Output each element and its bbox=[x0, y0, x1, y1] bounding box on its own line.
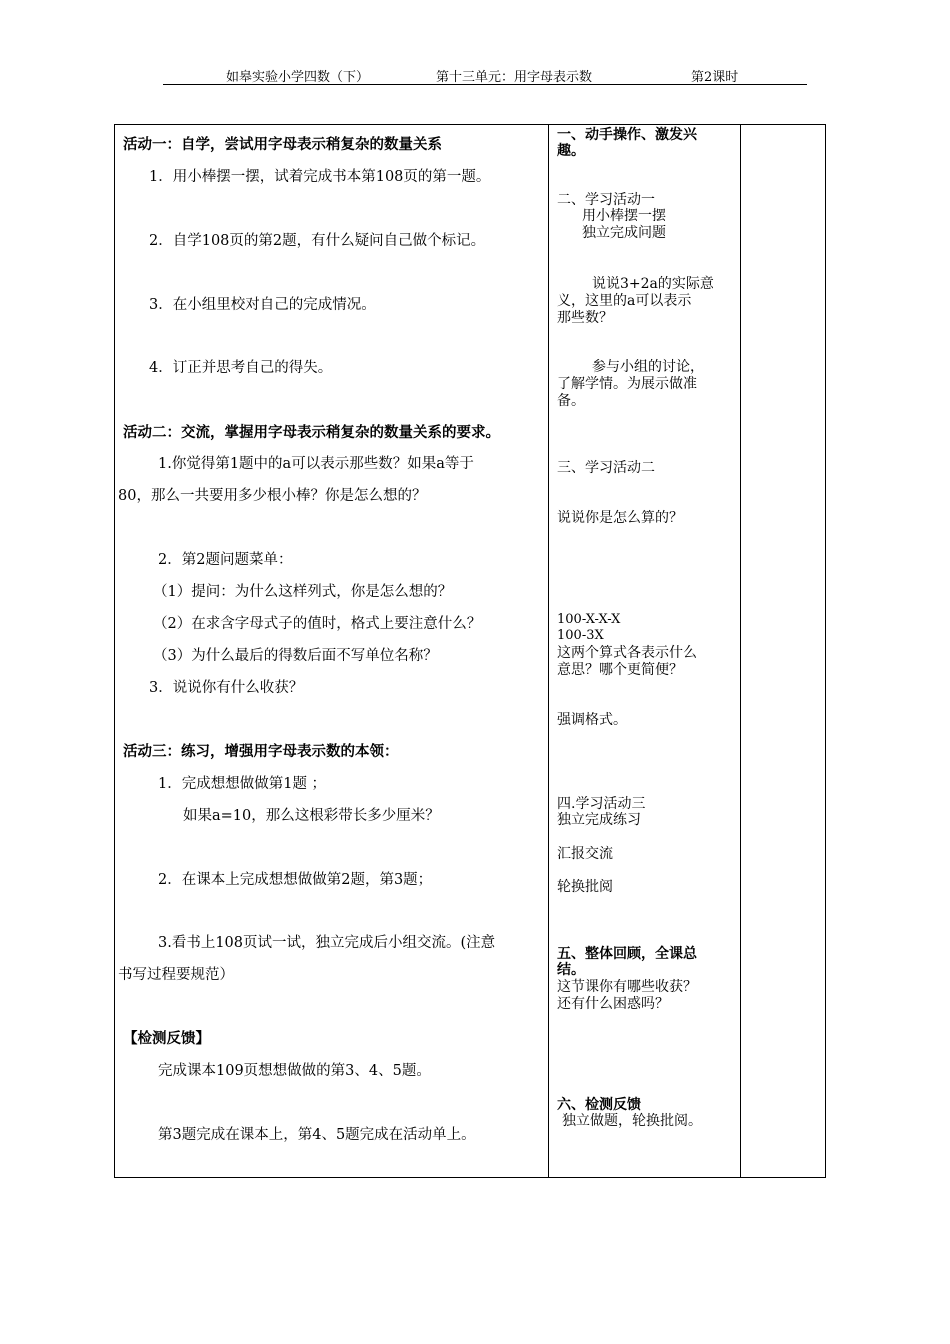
step-2-participation-cont: 备。 bbox=[557, 393, 585, 409]
check-feedback-line: 完成课本109页想想做做的第3、4、5题。 bbox=[158, 1063, 431, 1079]
step-2-question-cont: 义，这里的a可以表示 bbox=[557, 293, 692, 309]
activity-1-item: 1．用小棒摆一摆，试着完成书本第108页的第一题。 bbox=[149, 169, 491, 185]
step-2-item: 用小棒摆一摆 bbox=[582, 208, 666, 224]
step-3-meaning: 这两个算式各表示什么 bbox=[557, 645, 697, 661]
step-2-question-cont: 那些数？ bbox=[557, 310, 613, 326]
step-2-title: 二、学习活动一 bbox=[557, 192, 655, 208]
activity-3-question-1: 1．完成想想做做第1题 ； bbox=[158, 776, 327, 792]
step-1-title-cont: 趣。 bbox=[557, 143, 585, 159]
page-header bbox=[163, 64, 807, 85]
step-5-title-cont: 结。 bbox=[557, 962, 585, 978]
header-unit: 第十三单元：用字母表示数 bbox=[436, 70, 593, 85]
column-divider-1 bbox=[548, 125, 549, 1177]
step-4-item: 独立完成练习 bbox=[557, 812, 641, 828]
activity-2-question-3: 3．说说你有什么收获？ bbox=[149, 680, 304, 696]
activity-2-question-2: 2．第2题问题菜单： bbox=[158, 552, 293, 568]
step-2-participation-cont: 了解学情。为展示做准 bbox=[557, 376, 697, 392]
activity-3-question-2: 2．在课本上完成想想做做第2题，第3题； bbox=[158, 872, 433, 888]
activity-2-sub-question: （3）为什么最后的得数后面不写单位名称？ bbox=[153, 648, 438, 664]
activity-2-question-1: 1.你觉得第1题中的a可以表示那些数？如果a等于 bbox=[158, 456, 474, 472]
check-feedback-line: 第3题完成在课本上，第4、5题完成在活动单上。 bbox=[158, 1127, 476, 1143]
step-3-format: 强调格式。 bbox=[557, 712, 627, 728]
step-3-meaning-cont: 意思？哪个更简便？ bbox=[557, 662, 683, 678]
expression-2: 100-3X bbox=[557, 628, 604, 643]
step-5-title: 五、整体回顾，全课总 bbox=[557, 946, 697, 962]
column-divider-2 bbox=[740, 125, 741, 1177]
step-5-question: 这节课你有哪些收获？ bbox=[557, 979, 697, 995]
expression-1: 100-X-X-X bbox=[557, 612, 621, 627]
activity-1-item: 3．在小组里校对自己的完成情况。 bbox=[149, 297, 376, 313]
check-feedback-title: 【检测反馈】 bbox=[123, 1030, 210, 1047]
step-3-title: 三、学习活动二 bbox=[557, 460, 655, 476]
activity-2-sub-question: （2）在求含字母式子的值时，格式上要注意什么？ bbox=[153, 616, 482, 632]
activity-3-question-3: 3.看书上108页试一试，独立完成后小组交流。(注意 bbox=[158, 935, 496, 951]
activity-2-sub-question: （1）提问：为什么这样列式，你是怎么想的？ bbox=[153, 584, 453, 600]
step-5-question: 还有什么困惑吗？ bbox=[557, 996, 669, 1012]
step-4-title: 四.学习活动三 bbox=[557, 796, 646, 812]
activity-2-question-1-cont: 80，那么一共要用多少根小棒？你是怎么想的？ bbox=[118, 488, 427, 504]
activity-3-question-3-cont: 书写过程要规范） bbox=[118, 967, 234, 983]
header-school: 如皋实验小学四数（下） bbox=[226, 70, 370, 85]
step-6-title: 六、检测反馈 bbox=[557, 1097, 641, 1113]
step-6-item: 独立做题，轮换批阅。 bbox=[562, 1113, 702, 1129]
step-3-question: 说说你是怎么算的？ bbox=[557, 510, 683, 526]
activity-3-question-1-sub: 如果a=10，那么这根彩带长多少厘米？ bbox=[183, 808, 440, 824]
header-lesson: 第2课时 bbox=[691, 70, 739, 85]
step-2-participation: 参与小组的讨论， bbox=[592, 359, 704, 375]
step-2-item: 独立完成问题 bbox=[582, 225, 666, 241]
activity-2-title: 活动二：交流，掌握用字母表示稍复杂的数量关系的要求。 bbox=[123, 424, 500, 441]
activity-3-title: 活动三：练习，增强用字母表示数的本领： bbox=[123, 743, 399, 760]
activity-1-item: 4．订正并思考自己的得失。 bbox=[149, 360, 333, 376]
activity-1-item: 2．自学108页的第2题，有什么疑问自己做个标记。 bbox=[149, 233, 486, 249]
step-2-question: 说说3+2a的实际意 bbox=[592, 276, 714, 292]
step-4-item: 汇报交流 bbox=[557, 846, 613, 862]
step-4-item: 轮换批阅 bbox=[557, 879, 613, 895]
step-1-title: 一、动手操作、激发兴 bbox=[557, 127, 697, 143]
activity-1-title: 活动一：自学，尝试用字母表示稍复杂的数量关系 bbox=[123, 136, 442, 153]
